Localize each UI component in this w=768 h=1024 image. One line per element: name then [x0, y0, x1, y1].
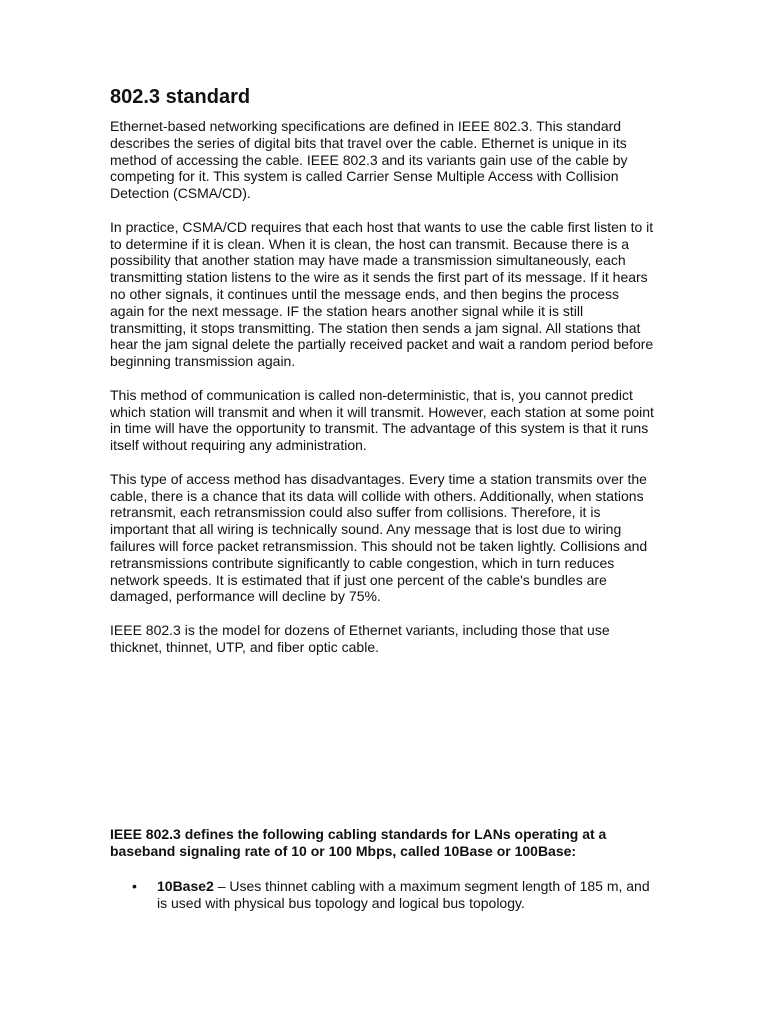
- bullet-term: 10Base2: [157, 878, 214, 894]
- document-page: [110, 84, 655, 911]
- paragraph-csma-cd: In practice, CSMA/CD requires that each host that wants to use the cable first listen to it to determine if it is clean. When it is clean, the host can transmit. Because there is a possibility that another station may have made a transmission simultaneously, each transmitting station listens to the wire as it sends the first part of its message. If it hears no other signals, it continues until the message ends, and then begins the process again for the next message. IF the station hears another signal while it is still transmitting, it stops transmitting. The station then sends a jam signal. All stations that hear the jam signal delete the partially received packet and wait a random period before beginning transmission again.: [110, 218, 654, 370]
- paragraph-intro: Ethernet-based networking specifications are defined in IEEE 802.3. This standard describes the series of digital bits that travel over the cable. Ethernet is unique in its method of accessing the cable. IEEE 802.3 and its variants gain use of the cable by competing for it. This system is called Carrier Sense Multiple Access with Collision Detection (CSMA/CD).: [110, 118, 628, 202]
- list-item-10base2: [110, 878, 655, 912]
- paragraph-disadvantages: This type of access method has disadvantages. Every time a station transmits over the cable, there is a chance that its data will collide with others. Additionally, when stations retransmit, each retransmission could also suffer from collisions. Therefore, it is important that all wiring is technically sound. Any message that is lost due to wiring failures will force packet retransmission. This should not be taken lightly. Collisions and retransmissions contribute significantly to cable congestion, which in turn reduces network speeds. It is estimated that if just one percent of the cable's bundles are damaged, performance will decline by 75%.: [110, 470, 648, 605]
- cabling-standards-list: [110, 878, 655, 912]
- document-title: 802.3 standard: [110, 86, 251, 108]
- bullet-description: – Uses thinnet cabling with a maximum segment length of 185 m, and is used with physical bus topology and logical bus topology.: [157, 878, 650, 911]
- cabling-standards-intro: IEEE 802.3 defines the following cabling standards for LANs operating at a baseband signaling rate of 10 or 100 Mbps, called 10Base or 100Base:: [110, 826, 607, 859]
- paragraph-variants: IEEE 802.3 is the model for dozens of Ethernet variants, including those that use thicknet, thinnet, UTP, and fiber optic cable.: [110, 621, 610, 655]
- bullet-icon: •: [132, 878, 137, 894]
- paragraph-non-deterministic: This method of communication is called non-deterministic, that is, you cannot predict which station will transmit and when it will transmit. However, each station at some point in time will have the opportunity to transmit. The advantage of this system is that it runs itself without requiring any administration.: [110, 386, 654, 454]
